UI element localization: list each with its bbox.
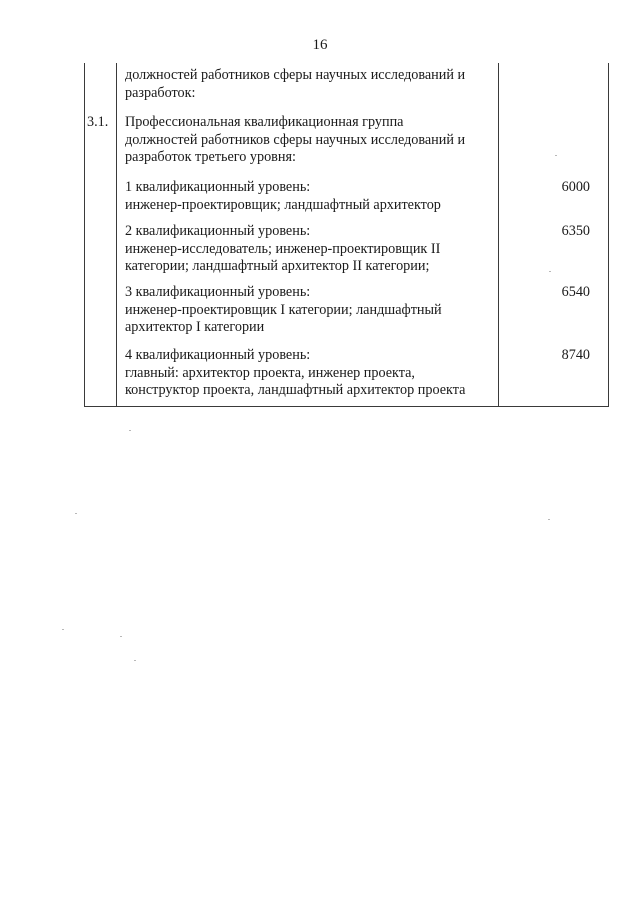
scan-speck	[549, 271, 551, 272]
text-line: конструктор проекта, ландшафтный архитектор проекта	[125, 382, 466, 398]
column-divider-right	[498, 63, 499, 406]
scan-speck	[62, 629, 64, 630]
scan-speck	[548, 519, 550, 520]
column-divider-left	[116, 63, 117, 406]
level-4-salary: 8740	[561, 347, 590, 363]
text-line: архитектор I категории	[125, 319, 265, 335]
group-number: 3.1.	[87, 114, 109, 130]
text-line: должностей работников сферы научных исследований и	[125, 67, 466, 83]
text-line: главный: архитектор проекта, инженер проекта,	[125, 364, 415, 381]
level-1-salary: 6000	[561, 179, 590, 195]
text-line: инженер-исследователь; инженер-проектировщик II	[125, 240, 441, 257]
level-3-salary: 6540	[561, 284, 590, 300]
scan-speck	[75, 513, 77, 514]
text-line: категории; ландшафтный архитектор II категории;	[125, 258, 430, 274]
level-4-text	[125, 347, 465, 400]
salary-table	[84, 63, 609, 407]
text-line: Профессиональная квалификационная группа	[125, 114, 404, 130]
text-line: инженер-проектировщик I категории; ландшафтный	[125, 301, 442, 318]
level-2-text	[125, 223, 440, 276]
continuation-text	[125, 67, 465, 102]
text-line: должностей работников сферы научных исследований и	[125, 131, 466, 148]
text-line: 3 квалификационный уровень:	[125, 284, 311, 300]
scan-speck	[120, 636, 122, 637]
text-line: инженер-проектировщик; ландшафтный архитектор	[125, 196, 441, 213]
scan-speck	[134, 660, 136, 661]
scan-speck	[129, 430, 131, 431]
scan-speck	[555, 155, 557, 156]
level-2-salary: 6350	[561, 223, 590, 239]
level-3-text	[125, 284, 442, 337]
text-line: 4 квалификационный уровень:	[125, 347, 311, 363]
text-line: разработок:	[125, 84, 196, 101]
group-title	[125, 114, 465, 167]
text-line: 1 квалификационный уровень:	[125, 179, 311, 195]
text-line: разработок третьего уровня:	[125, 149, 296, 165]
text-line: 2 квалификационный уровень:	[125, 223, 311, 239]
level-1-text	[125, 179, 441, 214]
page-number: 16	[312, 37, 328, 53]
